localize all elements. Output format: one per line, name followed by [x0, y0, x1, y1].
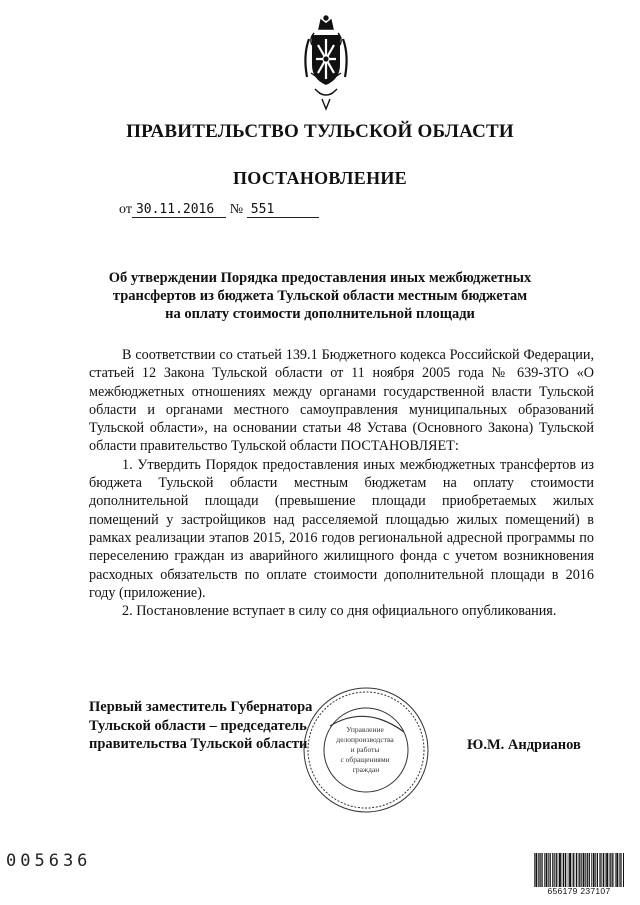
stamp-line: делопроизводства: [336, 735, 394, 744]
barcode-bar: [573, 853, 574, 887]
barcode-bar: [599, 853, 600, 887]
barcode-bar: [593, 853, 595, 887]
barcode-bar: [591, 853, 592, 887]
barcode-number: 656179 237107: [547, 886, 611, 896]
coat-of-arms-icon: [297, 15, 355, 111]
preamble-paragraph: В соответствии со статьей 139.1 Бюджетного кодекса Российской Федерации, статьей 12 Закона Тульской области от 11 ноября 2005 года № 639-ЗТО «О межбюджетных отношениях между органами государственной власти Тульской области и органами местного самоуправления муниципальных образований Тульской области», на основании статьи 48 Устава (Основного Закона) Тульской области правительство Тульской области ПОСТАНОВЛЯЕТ:: [89, 347, 594, 455]
barcode-bar: [572, 853, 573, 887]
document-date: 30.11.2016: [132, 202, 226, 218]
number-label: №: [229, 202, 244, 217]
registration-number: 005636: [6, 851, 92, 871]
barcode-bar: [606, 853, 608, 887]
office-stamp-icon: [300, 684, 432, 816]
government-title: ПРАВИТЕЛЬСТВО ТУЛЬСКОЙ ОБЛАСТИ: [126, 121, 514, 142]
stamp-line: с обращениями: [340, 755, 390, 764]
barcode-bar: [583, 853, 585, 887]
barcode-bar: [589, 853, 590, 887]
date-number-line: [119, 201, 319, 218]
barcode-bar: [548, 853, 549, 887]
barcode-bar: [610, 853, 611, 887]
document-subject: [90, 269, 550, 323]
position-line: Первый заместитель Губернатора: [89, 699, 313, 715]
stamp-line: граждан: [352, 765, 380, 774]
document-type: ПОСТАНОВЛЕНИЕ: [233, 168, 407, 188]
document-number: 551: [247, 202, 319, 218]
barcode-bar: [535, 853, 537, 887]
barcode-bar: [565, 853, 566, 887]
barcode-bar: [550, 853, 551, 887]
barcode-bar: [615, 853, 616, 887]
barcode-bar: [569, 853, 571, 887]
barcode-bar: [544, 853, 545, 887]
barcode-bar: [620, 853, 621, 887]
signatory-position: [89, 698, 312, 754]
signatory-name: Ю.М. Андрианов: [467, 737, 581, 753]
subject-line: Об утверждении Порядка предоставления иных межбюджетных: [108, 270, 532, 286]
clause-1-paragraph: 1. Утвердить Порядок предоставления иных межбюджетных трансфертов из бюджета Тульской области местным бюджетам на оплату стоимости дополнительной площади (превышение площади приобретаемых жилых помещений у застройщиков над расселяемой площадью жилых помещений) в рамках реализации этапов 2015, 2016 годов региональной адресной программы по переселению граждан из аварийного жилищного фонда с учетом возникновения расходных обязательств по оплате стоимости дополнительной площади в 2016 году (приложение).: [89, 456, 594, 601]
stamp-line: Управление: [346, 725, 384, 734]
barcode-bar: [616, 853, 618, 887]
barcode-bar: [609, 853, 610, 887]
svg-text:Управление делопроизводс: [336, 725, 395, 774]
subject-line: трансфертов из бюджета Тульской области местным бюджетам: [112, 288, 528, 304]
barcode-bar: [541, 853, 542, 887]
clause-2-paragraph: 2. Постановление вступает в силу со дня официального опубликования.: [122, 603, 557, 620]
barcode-bar: [558, 853, 559, 887]
barcode-bar: [568, 853, 569, 887]
barcode-bar: [534, 853, 535, 887]
barcode-bar: [539, 853, 540, 887]
date-label: от: [119, 202, 132, 217]
stamp-line: и работы: [350, 745, 380, 754]
barcode-bar: [556, 853, 557, 887]
barcode-bar: [623, 853, 624, 887]
position-line: правительства Тульской области: [89, 736, 308, 752]
barcode-bar: [579, 853, 580, 887]
position-line: Тульской области – председатель: [89, 717, 307, 734]
barcode-bar: [595, 853, 596, 887]
barcode-bar: [581, 853, 582, 887]
barcode-bar: [597, 853, 598, 887]
barcode-bar: [552, 853, 553, 887]
barcode-bar: [612, 853, 613, 887]
barcode-bar: [587, 853, 588, 887]
barcode-bar: [563, 853, 564, 887]
barcode-bar: [538, 853, 539, 887]
barcode-bar: [585, 853, 586, 887]
barcode-bar: [601, 853, 602, 887]
barcode-bar: [559, 853, 561, 887]
barcode-bar: [554, 853, 555, 887]
subject-line: на оплату стоимости дополнительной площади: [165, 306, 475, 322]
barcode-bar: [562, 853, 563, 887]
document-body: [89, 346, 594, 620]
barcode-bar: [576, 853, 577, 887]
barcode-bar: [619, 853, 620, 887]
barcode-icon: [533, 853, 625, 887]
barcode-bar: [546, 853, 548, 887]
barcode-bar: [578, 853, 579, 887]
barcode-bar: [605, 853, 606, 887]
barcode-bar: [603, 853, 604, 887]
